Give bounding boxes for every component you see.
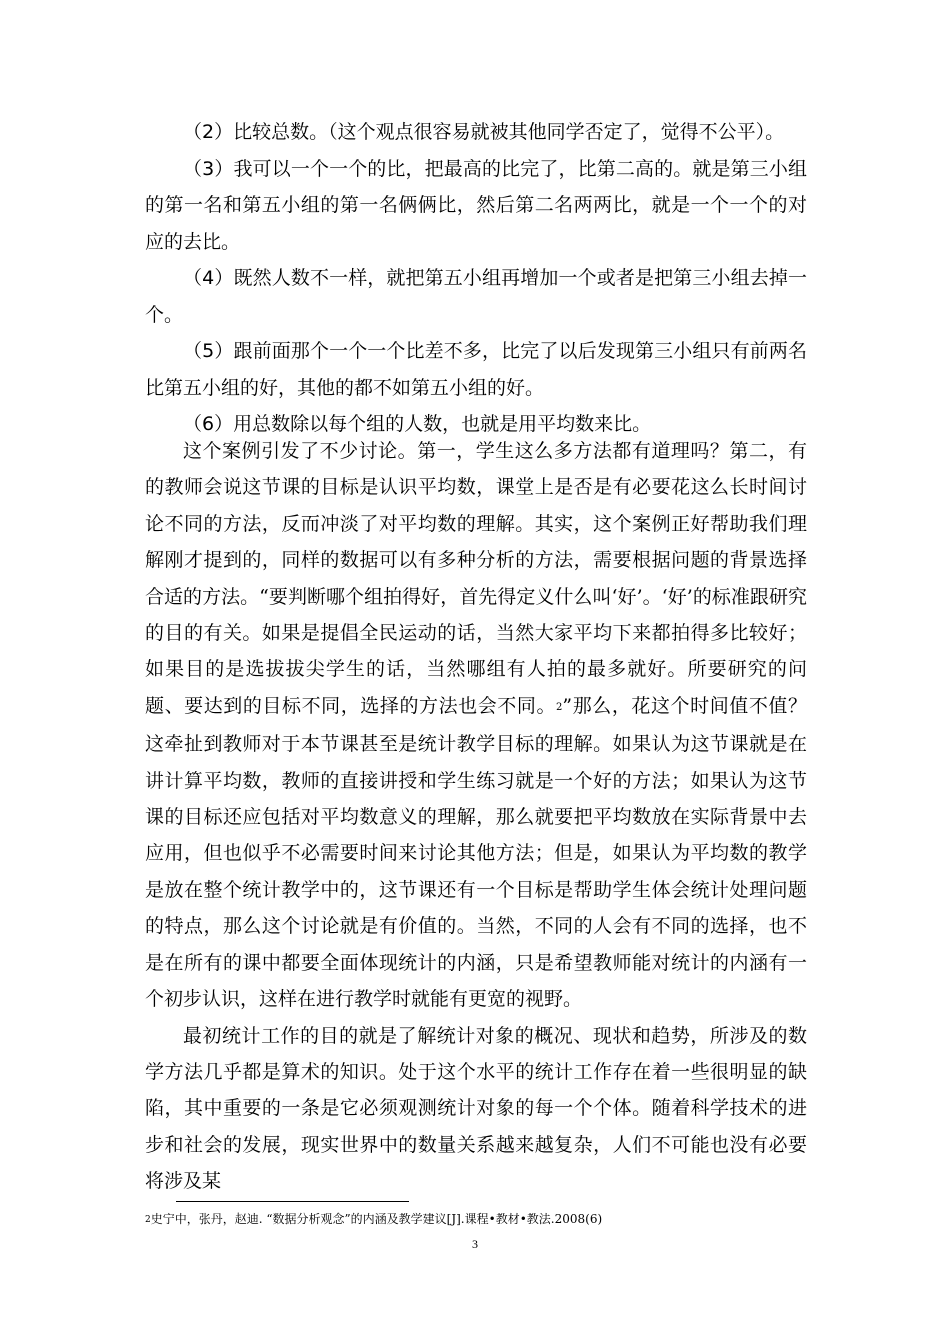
body-text — [145, 433, 807, 1200]
footnote-text: 史宁中，张丹，赵迪. “数据分析观念”的内涵及教学建议[J].课程•教材•教法.2008(6) — [150, 1212, 603, 1226]
footnote — [145, 1211, 807, 1228]
footnote-divider — [176, 1201, 409, 1202]
paragraph-text: 这个案例引发了不少讨论。第一，学生这么多方法都有道理吗？第二，有的教师会说这节课的目标是认识平均数，课堂上是否是有必要花这么长时间讨论不同的方法，反而冲淡了对平均数的理解。其实，这个案例正好帮助我们理解刚才提到的，同样的数据可以有多种分析的方法，需要根据问题的背景选择合适的方法。“要判断哪个组拍得好，首先得定义什么叫‘好’。‘好’的标准跟研究的目的有关。如果是提倡全民运动的话，当然大家平均下来都拍得多比较好；如果目的是选拔拔尖学生的话，当然哪组有人拍的最多就好。所要研究的问题、要达到的目标不同，选择的方法也会不同。 — [145, 440, 807, 717]
footnote-mark: 2 — [145, 1215, 151, 1225]
list-item: （4）既然人数不一样，就把第五小组再增加一个或者是把第三小组去掉一个。 — [145, 267, 807, 326]
list-item: （5）跟前面那个一个一个比差不多，比完了以后发现第三小组只有前两名比第五小组的好，其他的都不如第五小组的好。 — [145, 340, 807, 399]
body-paragraph-discussion — [145, 433, 807, 1018]
body-paragraph-statistics: 最初统计工作的目的就是了解统计对象的概况、现状和趋势，所涉及的数学方法几乎都是算术的知识。处于这个水平的统计工作存在着一些很明显的缺陷，其中重要的一条是它必须观测统计对象的每一个个体。随着科学技术的进步和社会的发展，现实世界中的数量关系越来越复杂，人们不可能也没有必要将涉及某 — [145, 1024, 807, 1193]
page-number: 3 — [472, 1237, 478, 1251]
list-item: （6）用总数除以每个组的人数，也就是用平均数来比。 — [183, 413, 652, 435]
paragraph-text: ”那么，花这个时间值不值？这牵扯到教师对于本节课甚至是统计教学目标的理解。如果认为这节课就是在讲计算平均数，教师的直接讲授和学生练习就是一个好的方法；如果认为这节课的目标还应包括对平均数意义的理解，那么就要把平均数放在实际背景中去应用，但也似乎不必需要时间来讨论其他方法；但是，如果认为平均数的教学是放在整个统计教学中的，这节课还有一个目标是帮助学生体会统计处理问题的特点，那么这个讨论就是有价值的。当然，不同的人会有不同的选择，也不是在所有的课中都要全面体现统计的内涵，只是希望教师能对统计的内涵有一个初步认识，这样在进行教学时就能有更宽的视野。 — [145, 694, 807, 1011]
footnote-reference[interactable]: 2 — [556, 701, 563, 713]
student-methods-list — [145, 114, 807, 443]
list-item: （3）我可以一个一个的比，把最高的比完了，比第二高的。就是第三小组的第一名和第五小组的第一名俩俩比，然后第二名两两比，就是一个一个的对应的去比。 — [145, 157, 807, 253]
list-item: （2）比较总数。（这个观点很容易就被其他同学否定了，觉得不公平）。 — [183, 121, 785, 143]
